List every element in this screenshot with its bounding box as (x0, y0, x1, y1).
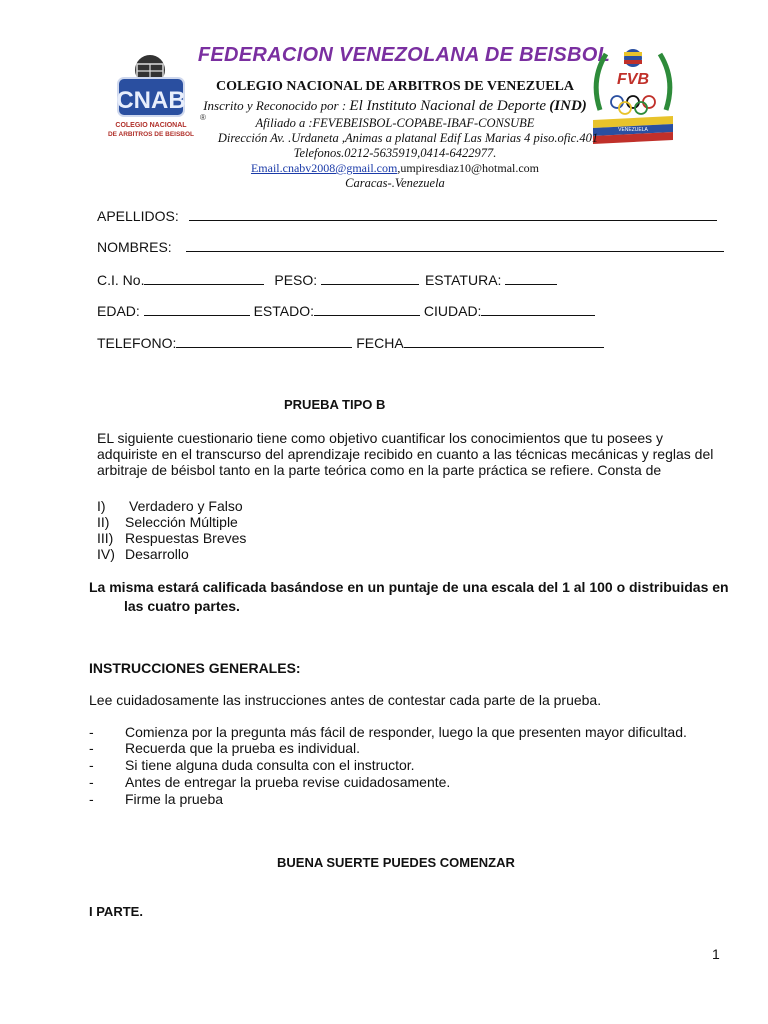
part-marker: II) (97, 514, 110, 530)
estatura-field[interactable] (505, 272, 557, 285)
federation-title: FEDERACION VENEZOLANA DE BEISBOL (197, 44, 611, 66)
recognition-abbr: (IND) (549, 98, 587, 114)
fvb-logo-text: FVB (617, 71, 649, 88)
instruction-item-4 (89, 774, 450, 790)
part-marker: III) (97, 530, 114, 546)
dash-marker: - (89, 740, 94, 756)
dash-marker: - (89, 724, 94, 740)
cnab-logo (100, 48, 210, 148)
city-line: Caracas-.Venezuela (345, 176, 445, 190)
dash-marker: - (89, 757, 94, 773)
peso-label: PESO: (274, 272, 318, 288)
instruction-text: Si tiene alguna duda consulta con el instructor. (125, 757, 415, 773)
college-name: COLEGIO NACIONAL DE ARBITROS DE VENEZUELA (216, 79, 574, 94)
cnab-logo-sub1: COLEGIO NACIONAL (115, 122, 187, 129)
part-label: Respuestas Breves (125, 530, 247, 546)
part-label: Desarrollo (125, 546, 189, 562)
part-marker: I) (97, 498, 106, 514)
cnab-logo-text: CNAB (116, 87, 186, 114)
part-item-1 (97, 498, 243, 514)
instruction-text: Comienza por la pregunta más fácil de responder, luego la que presenten mayor dificultad. (125, 724, 687, 740)
estado-label: ESTADO: (253, 303, 314, 319)
part-label: Verdadero y Falso (129, 498, 243, 514)
nombres-label: NOMBRES: (97, 239, 172, 255)
instruction-item-2 (89, 740, 360, 756)
edad-row (97, 303, 595, 319)
grading-line-2: las cuatro partes. (124, 598, 240, 614)
grading-line-1: La misma estará calificada basándose en un puntaje de una escala del 1 al 100 o distribuidas en (89, 579, 729, 595)
ci-field[interactable] (144, 272, 264, 285)
instruction-item-1 (89, 724, 687, 740)
part-label: Selección Múltiple (125, 514, 238, 530)
edad-label: EDAD: (97, 303, 140, 319)
email-link[interactable]: Email.cnabv2008@gmail.com (250, 161, 398, 175)
nombres-row (97, 239, 724, 255)
telefono-label: TELEFONO: (97, 335, 177, 351)
fvb-logo-sub: VENEZUELA (618, 127, 648, 133)
good-luck-heading: BUENA SUERTE PUEDES COMENZAR (277, 855, 515, 870)
telefono-row (97, 335, 604, 351)
apellidos-field[interactable] (189, 208, 717, 221)
instruction-text: Firme la prueba (125, 791, 224, 807)
email-rest: ,umpiresdiaz10@hotmal.com (397, 161, 540, 175)
instructions-title: INSTRUCCIONES GENERALES: (89, 660, 301, 676)
part-item-3 (97, 530, 246, 546)
dash-marker: - (89, 774, 94, 790)
recognition-line (195, 98, 595, 115)
address-line: Dirección Av. .Urdaneta ,Animas a platanal Edif Las Marias 4 piso.ofic.401 (217, 131, 599, 145)
nombres-field[interactable] (186, 239, 724, 252)
apellidos-label: APELLIDOS: (97, 208, 179, 224)
part-one-heading: I PARTE. (89, 904, 143, 919)
part-marker: IV) (97, 546, 115, 562)
apellidos-row (97, 208, 717, 224)
part-item-4 (97, 546, 189, 562)
instruction-text: Recuerda que la prueba es individual. (125, 740, 361, 756)
recognition-prefix: Inscrito y Reconocido por : (203, 98, 347, 113)
intro-paragraph: EL siguiente cuestionario tiene como objetivo cuantificar los conocimientos que tu posees y adquiriste en el transcurso del aprendizaje recibido en cuanto a las técnicas mecánicas y reglas del arbitraje de béisbol tanto en la parte teórica como en la parte práctica se refiere. Consta de (97, 430, 714, 478)
instruction-item-3 (89, 757, 415, 773)
page-number: 1 (712, 946, 720, 962)
email-line (195, 161, 595, 176)
ci-label: C.I. No. (97, 272, 145, 288)
affiliation-line: Afiliado a :FEVEBEISBOL-COPABE-IBAF-CONSUBE (255, 116, 535, 130)
instruction-item-5 (89, 791, 223, 807)
dash-marker: - (89, 791, 94, 807)
test-title: PRUEBA TIPO B (284, 397, 386, 412)
ciudad-field[interactable] (481, 303, 595, 316)
registered-mark: ® (200, 113, 206, 122)
fecha-field[interactable] (404, 335, 604, 348)
fecha-label: FECHA (356, 335, 404, 351)
edad-field[interactable] (144, 303, 250, 316)
estado-field[interactable] (314, 303, 420, 316)
ci-row (97, 272, 557, 288)
peso-field[interactable] (321, 272, 419, 285)
phones-line: Telefonos.0212-5635919,0414-6422977. (293, 146, 497, 160)
instructions-intro: Lee cuidadosamente las instrucciones antes de contestar cada parte de la prueba. (89, 692, 602, 708)
telefono-field[interactable] (176, 335, 352, 348)
part-item-2 (97, 514, 238, 530)
estatura-label: ESTATURA: (424, 272, 502, 288)
instruction-text: Antes de entregar la prueba revise cuidadosamente. (125, 774, 451, 790)
cnab-logo-sub2: DE ARBITROS DE BEISBOL (107, 131, 195, 138)
fvb-logo (588, 40, 678, 145)
ciudad-label: CIUDAD: (423, 303, 482, 319)
recognition-body: El Instituto Nacional de Deporte (349, 98, 547, 114)
